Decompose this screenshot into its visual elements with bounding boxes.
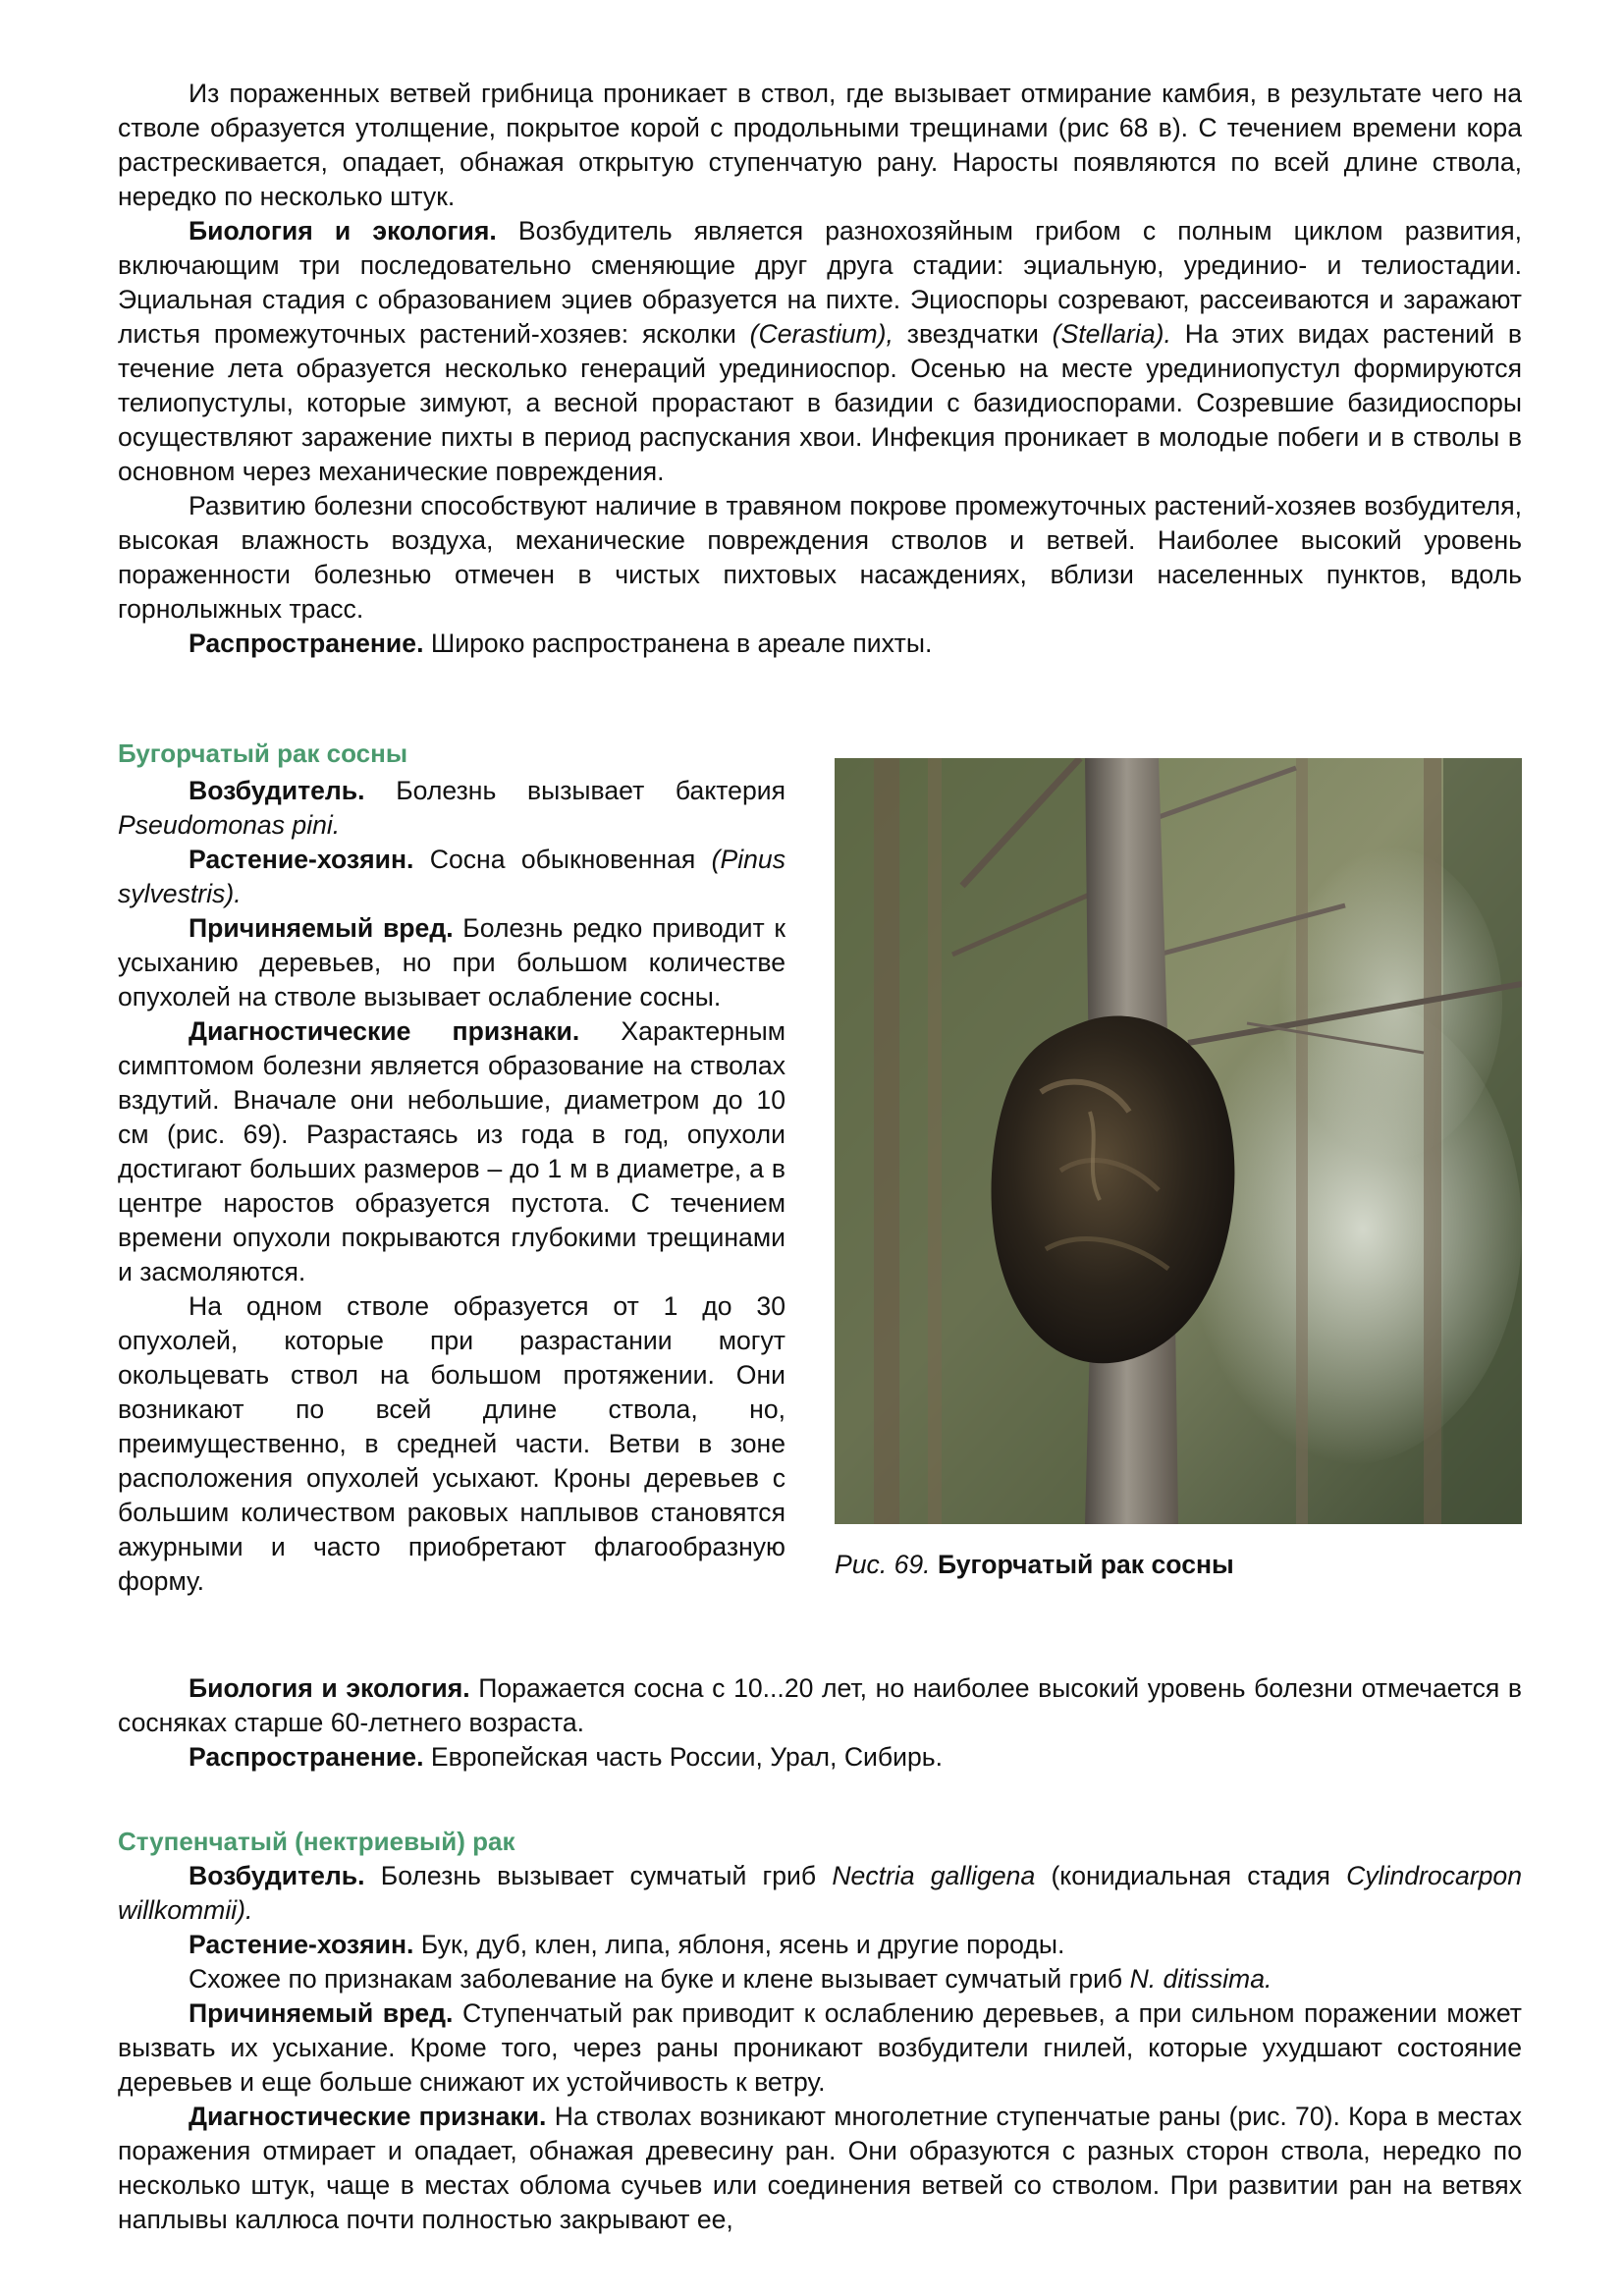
paragraph-spread: Распространение. Широко распространена в ареале пихты.	[189, 629, 933, 658]
paragraph-nectria-harm: Причиняемый вред. Ступенчатый рак приводит к ослаблению деревьев, а при сильном поражении может вызвать их усыхание. Кроме того, через раны проникают возбудители гнилей, которые ухудшают состояние деревьев и еще больше снижают их устойчивость к ветру.	[118, 1998, 1522, 2097]
paragraph-agent: Возбудитель. Болезнь вызывает бактерия Pseudomonas pini.	[118, 776, 785, 840]
pine-canker-photo	[835, 758, 1522, 1524]
fir-rust-continued	[118, 77, 1522, 661]
paragraph-development: Развитию болезни способствуют наличие в травяном покрове промежуточных растений-хозяев возбудителя, высокая влажность воздуха, механические повреждения стволов и ветвей. Наиболее высокий уровень пораженности болезнью отмечен в чистых пихтовых насаждениях, вблизи населенных пунктов, вдоль горнолыжных трасс.	[118, 491, 1522, 624]
paragraph-diagnostics: Диагностические признаки. Характерным симптомом болезни является образование на стволах вздутий. Вначале они небольшие, диаметром до 10 см (рис. 69). Разрастаясь из года в год, опухоли достигают больших размеров – до 1 м в диаметре, а в центре наростов образуется пустота. С течением времени опухоли покрываются глубокими трещинами и засмоляются.	[118, 1016, 785, 1286]
nectria-canker-section	[118, 1859, 1522, 2237]
pine-canker-bottom	[118, 1671, 1522, 1775]
paragraph-tumors: На одном стволе образуется от 1 до 30 опухолей, которые при разрастании могут окольцевать ствол на большом протяжении. Они возникают по всей длине ствола, но, преимущественно, в средней части. Ветви в зоне расположения опухолей усыхают. Кроны деревьев с большим количеством раковых наплывов становятся ажурными и часто приобретают флагообразную форму.	[118, 1291, 785, 1596]
figure-caption: Рис. 69. Бугорчатый рак сосны	[835, 1550, 1234, 1579]
paragraph-pine-biology: Биология и экология. Поражается сосна с 10...20 лет, но наиболее высокий уровень болезни отмечается в сосняках старше 60-летнего возраста.	[118, 1673, 1523, 1737]
paragraph-pine-spread: Распространение. Европейская часть России, Урал, Сибирь.	[189, 1742, 944, 1772]
paragraph-host: Растение-хозяин. Сосна обыкновенная (Pinus sylvestris).	[118, 845, 785, 908]
paragraph-mycelium: Из пораженных ветвей грибница проникает в ствол, где вызывает отмирание камбия, в результате чего на стволе образуется утолщение, покрытое корой с продольными трещинами (рис 68 в). С течением времени кора растрескивается, опадает, обнажая открытую ступенчатую рану. Наросты появляются по всей длине ствола, нередко по несколько штук.	[118, 79, 1522, 211]
paragraph-nectria-host: Растение-хозяин. Бук, дуб, клен, липа, яблоня, ясень и другие породы.	[189, 1930, 1065, 1959]
paragraph-nectria-similar: Схожее по признакам заболевание на буке и клене вызывает сумчатый гриб N. ditissima.	[189, 1964, 1272, 1994]
section-heading-pine-canker: Бугорчатый рак сосны	[118, 738, 408, 768]
paragraph-nectria-diagnostics: Диагностические признаки. На стволах возникают многолетние ступенчатые раны (рис. 70). Кора в местах поражения отмирает и опадает, обнажая древесину ран. Они образуются с разных сторон ствола, нередко по несколько штук, чаще в местах облома сучьев или соединения ветвей со стволом. При развитии ран на ветвях наплывы каллюса почти полностью закрывают ее,	[118, 2102, 1523, 2234]
paragraph-harm: Причиняемый вред. Болезнь редко приводит к усыханию деревьев, но при большом количестве опухолей на стволе вызывает ослабление сосны.	[118, 913, 785, 1011]
section-heading-nectria-canker: Ступенчатый (нектриевый) рак	[118, 1827, 515, 1856]
paragraph-nectria-agent: Возбудитель. Болезнь вызывает сумчатый гриб Nectria galligena (конидиальная стадия Cylindrocarpon willkommii).	[118, 1861, 1523, 1925]
paragraph-biology: Биология и экология. Возбудитель является разнохозяйным грибом с полным циклом развития, включающим три последовательно сменяющие друг друга стадии: эциальную, урединио- и телиостадии. Эциальная стадия с образованием эциев образуется на пихте. Эциоспоры созревают, рассеиваются и заражают листья промежуточных растений-хозяев: ясколки (Cerastium), звездчатки (Stellaria). На этих видах растений в течение лета образуется несколько генераций урединиоспор. Осенью на месте урединиопустул формируются телиопустулы, которые зимуют, а весной прорастают в базидии с базидиоспорами. Созревшие базидиоспоры осуществляют заражение пихты в период распускания хвои. Инфекция проникает в молодые побеги и в стволы в основном через механические повреждения.	[118, 216, 1522, 486]
figure-69	[835, 758, 1522, 1582]
pine-canker-left-column	[118, 774, 785, 1599]
